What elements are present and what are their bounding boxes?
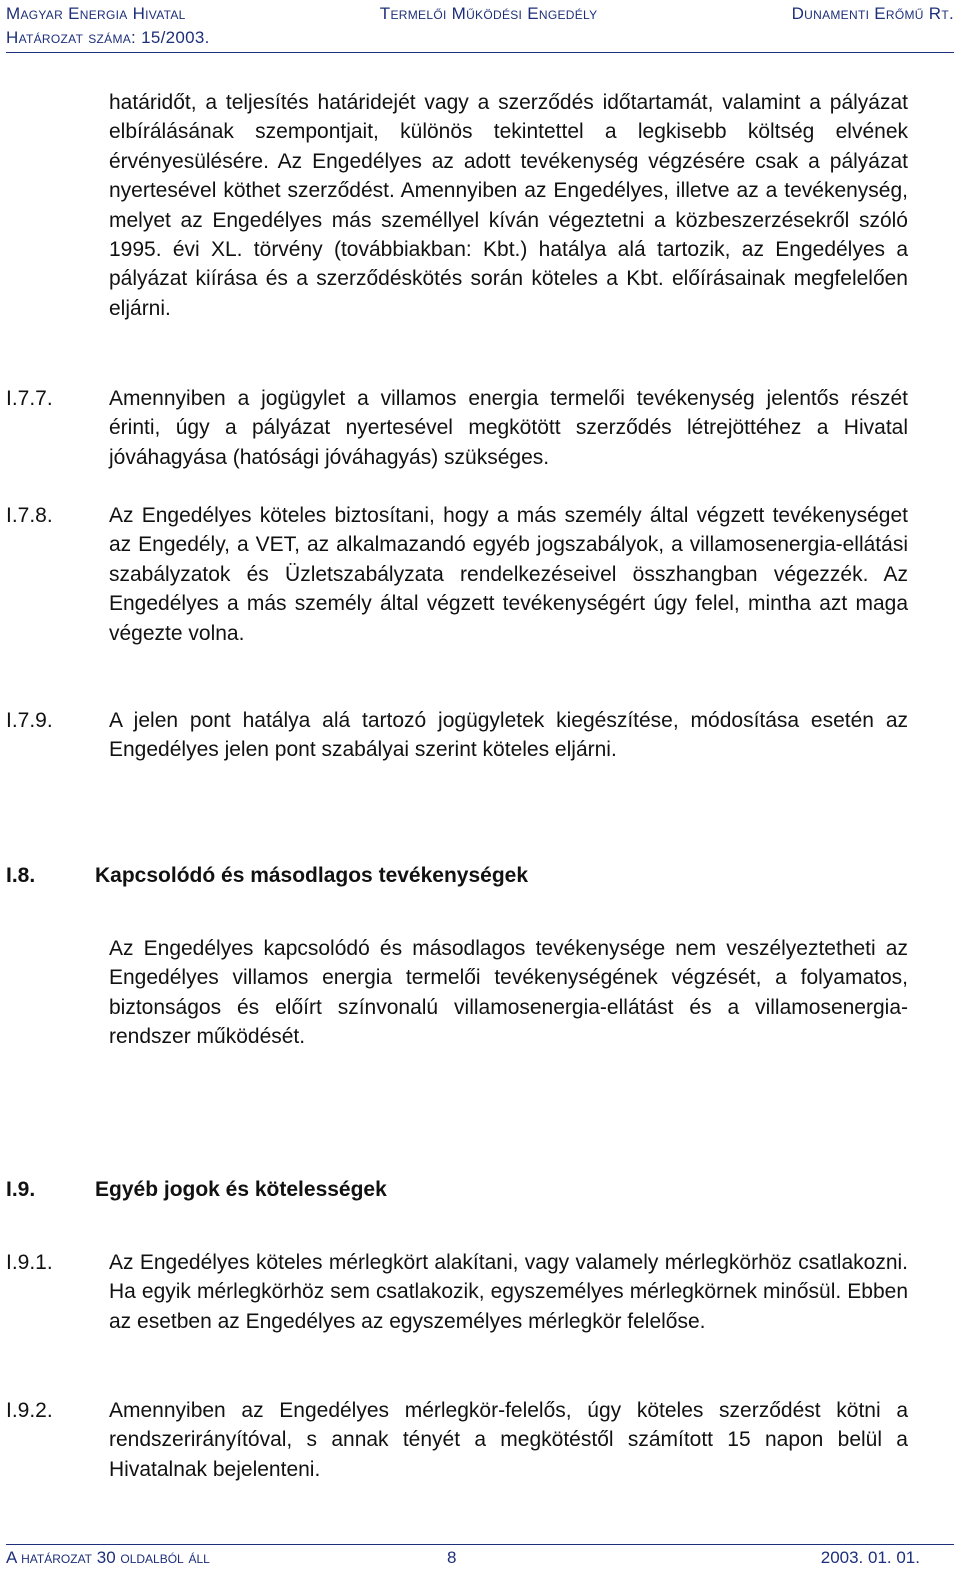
item-number: I.9.1. bbox=[6, 1251, 53, 1274]
item-number: I.9.2. bbox=[6, 1399, 53, 1422]
footer-date: 2003. 01. 01. bbox=[820, 1548, 920, 1567]
header-divider bbox=[6, 52, 954, 53]
header-license: Termelői Működési Engedély bbox=[379, 4, 598, 23]
item-text: Amennyiben az Engedélyes mérlegkör-felelős, úgy köteles szerződést kötni a rendszerirányítóval, s annak tényét a megkötéstől számított 15 napon belül a Hivatalnak bejelenteni. bbox=[109, 1399, 908, 1481]
section-number: I.9. bbox=[6, 1178, 36, 1201]
item-number: I.7.7. bbox=[6, 387, 53, 410]
section-paragraph: Az Engedélyes kapcsolódó és másodlagos tevékenysége nem veszélyeztetheti az Engedélyes villamos energia termelői tevékenységének végzését, a folyamatos, biztonságos és előírt színvonalú villamosenergia-ellátást és a villamosenergia-rendszer működését. bbox=[109, 937, 908, 1049]
section-number: I.8. bbox=[6, 864, 36, 887]
page-header bbox=[6, 4, 954, 24]
header-office: Magyar Energia Hivatal bbox=[6, 4, 186, 23]
footer-page-count: A határozat 30 oldalból áll bbox=[6, 1548, 210, 1567]
item-text: Az Engedélyes köteles mérlegkört alakítani, vagy valamely mérlegkörhöz csatlakozni. Ha egyik mérlegkörhöz sem csatlakozik, egyszemélyes mérlegkörnek minősül. Ebben az esetben az Engedélyes az egyszemélyes mérlegkör felelőse. bbox=[109, 1251, 908, 1333]
item-text: Amennyiben a jogügylet a villamos energia termelői tevékenység jelentős részét érinti, úgy a pályázat nyertesével megkötött szerződés létrejöttéhez a Hivatal jóváhagyása (hatósági jóváhagyás) szükséges. bbox=[109, 387, 908, 469]
section-title: Kapcsolódó és másodlagos tevékenységek bbox=[95, 864, 529, 887]
footer-divider bbox=[6, 1544, 954, 1545]
header-resolution: Határozat száma: 15/2003. bbox=[6, 28, 210, 47]
item-number: I.7.8. bbox=[6, 504, 53, 527]
item-text: Az Engedélyes köteles biztosítani, hogy a más személy által végzett tevékenységet az Engedély, a VET, az alkalmazandó egyéb jogszabályok, a villamosenergia-ellátási szabályzatok és Üzletszabályzata rendelkezéseivel összhangban végezzék. Az Engedélyes a más személy által végzett tevékenységért úgy felel, mintha azt maga végezte volna. bbox=[109, 504, 908, 645]
footer-page-number: 8 bbox=[447, 1548, 457, 1567]
header-resolution-line bbox=[6, 28, 954, 48]
header-plant: Dunamenti Erőmű Rt. bbox=[791, 4, 954, 23]
item-text: A jelen pont hatálya alá tartozó jogügyletek kiegészítése, módosítása esetén az Engedélyes jelen pont szabályai szerint köteles eljárni. bbox=[109, 709, 908, 762]
intro-paragraph: határidőt, a teljesítés határidejét vagy a szerződés időtartamát, valamint a pályázat elbírálásának szempontjait, különös tekintettel a legkisebb költség elvének érvényesülésére. Az Engedélyes az adott tevékenység végzésére csak a pályázat nyertesével köthet szerződést. Amennyiben az Engedélyes, illetve az a tevékenység, melyet az Engedélyes más személlyel kíván végeztetni a közbeszerzésekről szóló 1995. évi XL. törvény (továbbiakban: Kbt.) hatálya alá tartozik, az Engedélyes a pályázat kiírása és a szerződéskötés során köteles a Kbt. előírásainak megfelelően eljárni. bbox=[109, 91, 908, 320]
section-title: Egyéb jogok és kötelességek bbox=[95, 1178, 387, 1201]
item-number: I.7.9. bbox=[6, 709, 53, 732]
